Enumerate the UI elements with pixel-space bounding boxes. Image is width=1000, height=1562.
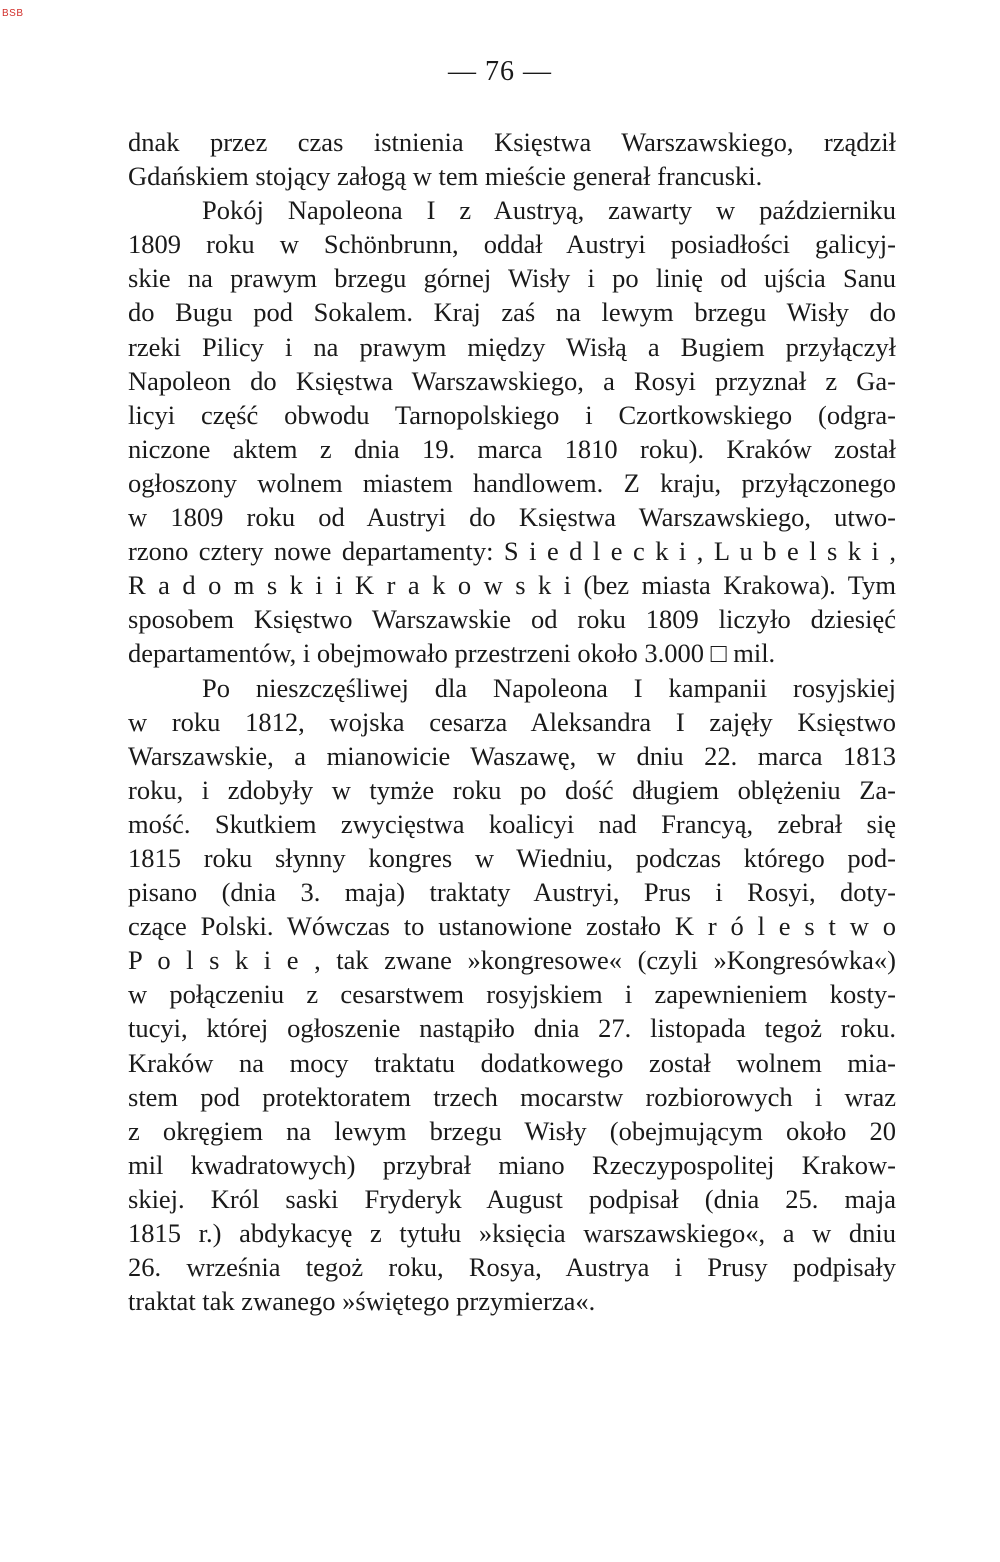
text-line: traktat tak zwanego »świętego przymierza«. bbox=[128, 1286, 596, 1317]
text-line: Po nieszczęśliwej dla Napoleona I kampanii rosyjskiej bbox=[202, 672, 896, 703]
text-line: departamentów, i obejmowało przestrzeni około 3.000 □ mil. bbox=[128, 638, 776, 669]
text-line: mość. Skutkiem zwycięstwa koalicyi nad Francyą, zebrał się bbox=[128, 808, 896, 839]
text-line: tucyi, której ogłoszenie nastąpiło dnia 27. listopada tegoż roku. bbox=[128, 1013, 896, 1044]
text-line: Gdańskiem stojący załogą w tem mieście generał francuski. bbox=[128, 161, 763, 192]
text-line: ogłoszony wolnem miastem handlowem. Z kraju, przyłączonego bbox=[128, 467, 896, 498]
text-line: Pokój Napoleona I z Austryą, zawarty w październiku bbox=[202, 195, 896, 226]
page-number: — 76 — bbox=[448, 56, 552, 87]
text-line: Napoleon do Księstwa Warszawskiego, a Rosyi przyznał z Ga- bbox=[128, 365, 896, 396]
text-line: w roku 1812, wojska cesarza Aleksandra I zajęły Księstwo bbox=[128, 706, 896, 737]
text-line: 26. września tegoż roku, Rosya, Austrya i Prusy podpisały bbox=[128, 1252, 896, 1283]
text-line: 1815 roku słynny kongres w Wiedniu, podczas którego pod- bbox=[128, 842, 896, 873]
text-line: mil kwadratowych) przybrał miano Rzeczypospolitej Krakow- bbox=[128, 1149, 896, 1180]
text-line: P o l s k i e , tak zwane »kongresowe« (czyli »Kongresówka«) bbox=[128, 945, 896, 976]
text-line: licyi część obwodu Tarnopolskiego i Czortkowskiego (odgra- bbox=[128, 399, 896, 430]
text-line: w połączeniu z cesarstwem rosyjskiem i zapewnieniem kosty- bbox=[128, 979, 896, 1010]
text-line: pisano (dnia 3. maja) traktaty Austryi, Prus i Rosyi, doty- bbox=[128, 877, 896, 908]
text-line: dnak przez czas istnienia Księstwa Warszawskiego, rządził bbox=[128, 127, 896, 157]
text-line: stem pod protektoratem trzech mocarstw rozbiorowych i wraz bbox=[128, 1081, 896, 1112]
text-line: rzono cztery nowe departamenty: S i e d l e c k i , L u b e l s k i , bbox=[128, 536, 896, 567]
text-line: czące Polski. Wówczas to ustanowione zostało K r ó l e s t w o bbox=[128, 911, 896, 942]
text-line: niczone aktem z dnia 19. marca 1810 roku). Kraków został bbox=[128, 433, 896, 464]
text-line: 1815 r.) abdykacyę z tytułu »księcia warszawskiego«, a w dniu bbox=[128, 1218, 896, 1248]
library-watermark: BSB bbox=[2, 8, 24, 19]
text-line: skiej. Król saski Fryderyk August podpisał (dnia 25. maja bbox=[128, 1183, 896, 1214]
text-line: rzeki Pilicy i na prawym między Wisłą a Bugiem przyłączył bbox=[128, 331, 896, 362]
text-line: R a d o m s k i i K r a k o w s k i (bez miasta Krakowa). Tym bbox=[128, 570, 896, 601]
text-line: do Bugu pod Sokalem. Kraj zaś na lewym brzegu Wisły do bbox=[128, 297, 896, 328]
text-line: roku, i zdobyły w tymże roku po dość długiem oblężeniu Za- bbox=[128, 774, 896, 805]
text-line: 1809 roku w Schönbrunn, oddał Austryi posiadłości galicyj- bbox=[128, 229, 896, 260]
text-line: skie na prawym brzegu górnej Wisły i po linię od ujścia Sanu bbox=[128, 263, 896, 294]
body-text bbox=[128, 125, 896, 1318]
text-line: Kraków na mocy traktatu dodatkowego został wolnem mia- bbox=[128, 1047, 896, 1078]
text-line: w 1809 roku od Austryi do Księstwa Warszawskiego, utwo- bbox=[128, 502, 896, 533]
text-line: sposobem Księstwo Warszawskie od roku 1809 liczyło dziesięć bbox=[128, 604, 896, 635]
text-line: z okręgiem na lewym brzegu Wisły (obejmującym około 20 bbox=[128, 1115, 896, 1146]
text-line: Warszawskie, a mianowicie Waszawę, w dniu 22. marca 1813 bbox=[128, 740, 896, 771]
